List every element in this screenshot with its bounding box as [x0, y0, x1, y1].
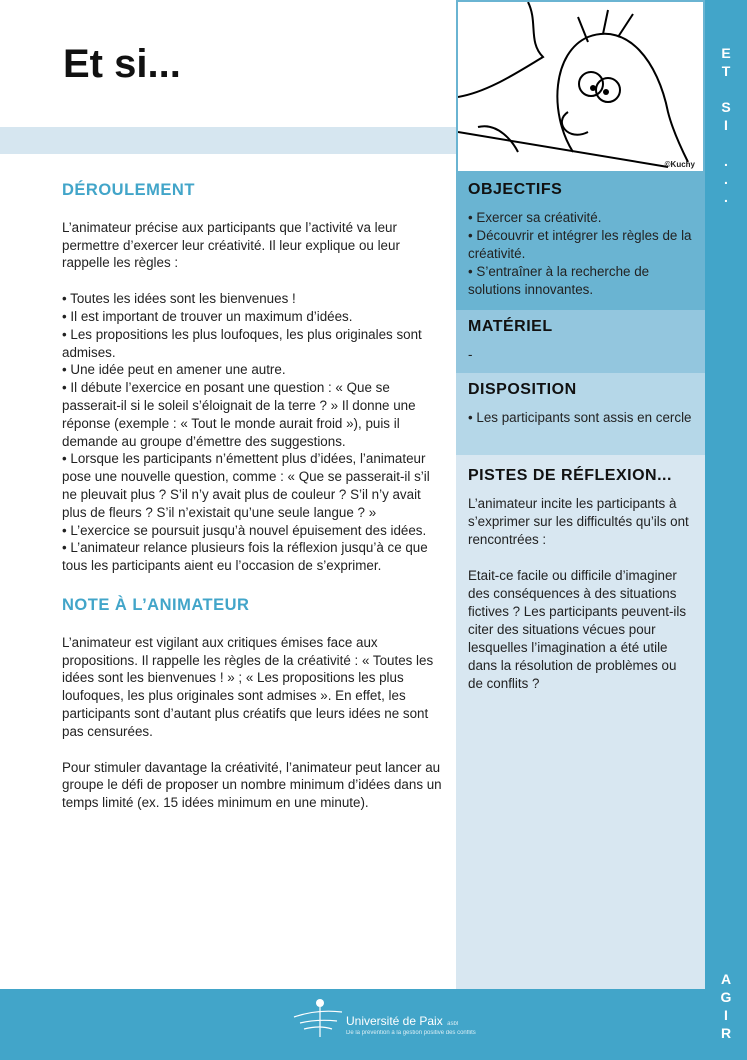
logo-tagline: De la prévention à la gestion positive des conflits [346, 1030, 476, 1036]
thinking-man-icon [458, 2, 703, 171]
pistes-paragraph: Etait-ce facile ou difficile d’imaginer des conséquences à des situations fictives ? Les participants peuvent-ils citer des situations vécues pour lesquelles l’imagination a été utile dans la résolution de problèmes ou de conflits ? [468, 568, 687, 691]
list-item: • Il débute l’exercice en posant une question : « Que se passerait-il si le soleil s’éloignait de la terre ? » Il donne une réponse (exemple : « Tout le monde aurait froid »), puis il demande au groupe d’émettre des suggestions. [62, 380, 416, 449]
materiel-section [456, 310, 705, 373]
list-item: • L’animateur relance plusieurs fois la réflexion jusqu’à ce que tous les participants aient eu l’occasion de s’exprimer. [62, 540, 428, 574]
list-item: • Toutes les idées sont les bienvenues ! [62, 291, 296, 307]
deroulement-heading: DÉROULEMENT [62, 181, 195, 199]
note-paragraph: L’animateur est vigilant aux critiques émises face aux propositions. Il rappelle les règles de la créativité : « Toutes les idées sont les bienvenues ! » ; « Les propositions les plus loufoques, les plus originales sont admises ». En effet, les participants sont d’autant plus créatifs que leurs idées ne sont pas censurées. [62, 634, 434, 739]
footer [0, 989, 705, 1060]
list-item: • Exercer sa créativité. [468, 210, 602, 225]
disposition-heading: DISPOSITION [468, 381, 577, 398]
deroulement-list [62, 290, 442, 575]
list-item: • Les propositions les plus loufoques, les plus originales sont admises. [62, 326, 422, 360]
materiel-heading: MATÉRIEL [468, 318, 553, 335]
logo-name: Université de Paix [346, 1014, 443, 1028]
main-column [62, 182, 442, 830]
list-item: • S’entraîner à la recherche de solutions innovantes. [468, 264, 650, 297]
objectifs-section [456, 173, 705, 310]
pistes-heading: PISTES DE RÉFLEXION... [468, 467, 672, 484]
side-strip [705, 0, 747, 1060]
list-item: • Une idée peut en amener une autre. [62, 362, 286, 378]
strip-category: A G I R [720, 971, 732, 1041]
illustration-credit: ©Kuchy [664, 160, 695, 169]
list-item: • Lorsque les participants n’émettent plus d’idées, l’animateur pose une nouvelle question, comme : « Que se passerait-il s’il ne pleuvait plus ? S’il n’y avait plus de couleur ? S’il n’y avait plus de fleurs ? S’il n’existait qu’une seule langue ? » [62, 451, 430, 520]
pistes-paragraph: L’animateur incite les participants à s’exprimer sur les difficultés qu’ils ont rencontrées : [468, 496, 689, 547]
strip-title: E T S I . . . [721, 45, 731, 205]
note-paragraph: Pour stimuler davantage la créativité, l’animateur peut lancer au groupe le défi de proposer un nombre minimum d’idées dans un temps limité (ex. 15 idées minimum en une minute). [62, 759, 442, 811]
disposition-section [456, 373, 705, 455]
logo-suffix: asbl [447, 1021, 459, 1027]
page-title: Et si... [63, 42, 181, 86]
cartoon-illustration [456, 0, 705, 173]
note-heading: NOTE À L’ANIMATEUR [62, 595, 250, 614]
header-band [0, 127, 456, 154]
list-item: • L’exercice se poursuit jusqu’à nouvel épuisement des idées. [62, 522, 427, 538]
side-panel [456, 0, 705, 989]
list-item: • Il est important de trouver un maximum d’idées. [62, 308, 353, 324]
logo-icon [292, 997, 342, 1037]
list-item: • Découvrir et intégrer les règles de la créativité. [468, 228, 692, 261]
materiel-text: - [468, 347, 473, 362]
universite-de-paix-logo [292, 997, 476, 1037]
disposition-text: • Les participants sont assis en cercle [468, 410, 692, 425]
pistes-section [456, 455, 705, 719]
objectifs-heading: OBJECTIFS [468, 181, 563, 198]
deroulement-intro: L’animateur précise aux participants que l’activité va leur permettre d’exercer leur créativité. Il leur explique ou leur rappelle les règles : [62, 219, 400, 271]
